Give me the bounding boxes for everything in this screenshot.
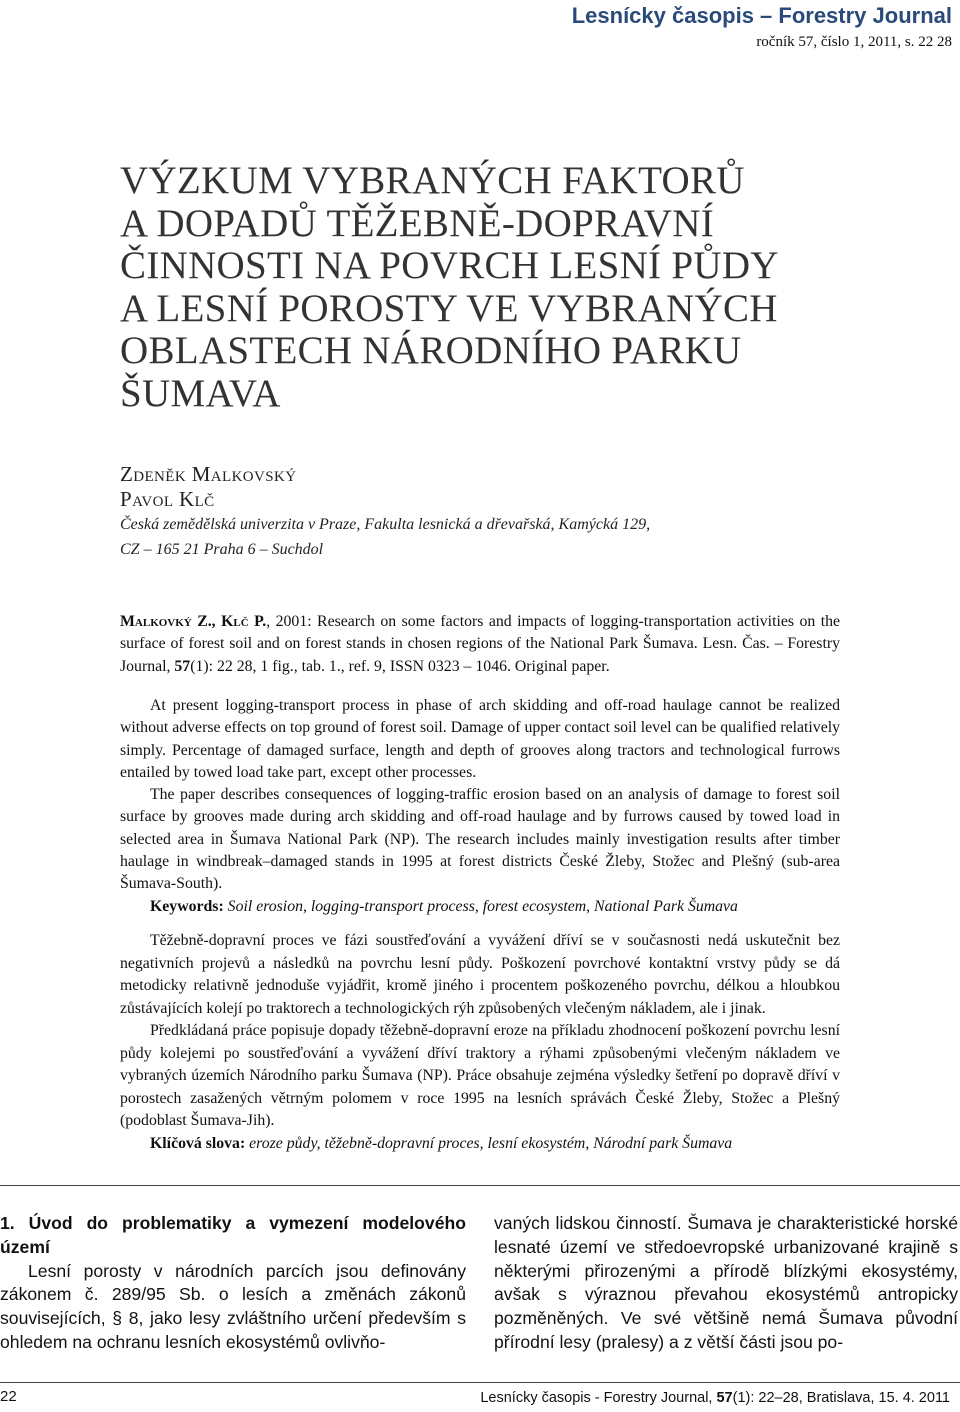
title-line: A LESNÍ POROSTY VE VYBRANÝCH — [120, 286, 778, 330]
footer-pages: (1): 22–28, Bratislava, 15. 4. 2011 — [732, 1390, 950, 1406]
footer-journal: Lesnícky časopis - Forestry Journal, — [480, 1390, 717, 1406]
keywords-line — [120, 896, 840, 918]
citation-volume: 57 — [174, 657, 191, 675]
citation-text: , 2001: Research on some factors and impacts of logging-transportation activities on the surface of forest soil and on forest stands in chosen regions of the National Park Šumava. Lesn. Čas. – Forestry Journal, — [120, 613, 840, 675]
citation-authors: Malkovký Z., Klč P. — [120, 613, 267, 630]
abstract-paragraph: At present logging-transport process in phase of arch skidding and off-road haulage cannot be realized without adverse effects on top ground of forest soil. Damage of upper contact soil level can be qualified relatively simply. Percentage of damaged surface, length and depth of grooves along tractors and technological furrows entailed by towed load take part, except other processes. — [120, 697, 840, 781]
body-paragraph: Lesní porosty v národních parcích jsou definovány zákonem č. 289/95 Sb. o lesích a změnách zákonů souvisejících, § 8, jako lesy zvláštního určení především s ohledem na ochranu lesních ekosystémů ovlivňo- — [0, 1260, 466, 1352]
footer-volume: 57 — [716, 1390, 733, 1406]
keywords-label: Keywords: — [150, 897, 224, 915]
abstract-paragraph: The paper describes consequences of logging-traffic erosion based on an analysis of damage to forest soil surface by grooves made during arch skidding and off-road haulage and by furrows caused by towed load in selected area in Šumava National Park (NP). The research includes mainly investigation results after timber haulage in windbreak–damaged stands in 1995 at forest districts České Žleby, Stožec and Plešný (sub-area Šumava-South). — [120, 786, 840, 893]
abstract-czech — [120, 930, 840, 1155]
body-paragraph: vaných lidskou činností. Šumava je charakteristické horské lesnaté území ve středoevropské urbanizované krajině s některými přirozenými a přírodě blízkými ekosystémy, avšak s výraznou převahou ekosystémů antropicky pozměněných. Ve své většině nemá Šumava původní přírodní lesy (pralesy) a z větší části jsou po- — [494, 1213, 958, 1352]
affiliation: Česká zemědělská univerzita v Praze, Fakulta lesnická a dřevařská, Kamýcká 129, — [120, 516, 651, 533]
title-line: A DOPADŮ TĚŽEBNĚ-DOPRAVNÍ — [120, 201, 715, 245]
title-line: VÝZKUM VYBRANÝCH FAKTORŮ — [120, 159, 745, 202]
journal-issue: ročník 57, číslo 1, 2011, s. 22 28 — [756, 34, 952, 50]
divider — [0, 1382, 960, 1383]
title-line: ČINNOSTI NA POVRCH LESNÍ PŮDY — [120, 244, 779, 288]
keywords-text: Soil erosion, logging-transport process, forest ecosystem, National Park Šumava — [223, 897, 738, 915]
keywords-line — [120, 1133, 840, 1156]
abstract-paragraph: Předkládaná práce popisuje dopady těžebně-dopravní eroze na příkladu zhodnocení poškození povrchu lesní půdy kolejemi po soustřeďování a vyvážení dříví traktory a rýhami způsobenými vlečeným nákladem ve vybraných územích Národního parku Šumava (NP). Práce obsahuje zejména výsledky šetření po dopravě dříví v porostech zasažených větrným polomem v roce 1995 na lesních správách České Žleby, Stožec a Plešný (podoblast Šumava-Jih). — [120, 1022, 840, 1129]
author-block — [120, 462, 860, 562]
footer-citation — [480, 1390, 950, 1406]
abstract-paragraph: Těžebně-dopravní proces ve fázi soustřeďování a vyvážení dříví se v současnosti nedá uskutečnit bez negativních projevů a následků na povrchu lesní půdy. Poškození povrchové kontaktní vrstvy půdy se dá metodicky relativně jednoduše vyjádřit, kromě jiného i procentem poškozeného povrchu, délkou a hloubkou zůstávajících kolejí po traktorech a technologických rýh způsobených vlečeným nákladem, ale i jinak. — [120, 932, 840, 1017]
title-line: ŠUMAVA — [120, 371, 281, 415]
affiliation: CZ – 165 21 Praha 6 – Suchdol — [120, 541, 324, 558]
keywords-text: eroze půdy, těžebně-dopravní proces, lesní ekosystém, Národní park Šumava — [245, 1134, 733, 1152]
keywords-label: Klíčová slova: — [150, 1134, 246, 1152]
column-right — [494, 1212, 958, 1355]
author-name: Zdeněk Malkovský — [120, 462, 297, 486]
citation — [120, 611, 840, 678]
citation-text: (1): 22 28, 1 fig., tab. 1., ref. 9, ISSN 0323 – 1046. Original paper. — [190, 657, 610, 675]
title-line: OBLASTECH NÁRODNÍHO PARKU — [120, 329, 742, 373]
page-number: 22 — [0, 1388, 17, 1405]
abstract-english — [120, 695, 840, 918]
column-left — [0, 1212, 466, 1355]
journal-name: Lesnícky časopis – Forestry Journal — [571, 3, 952, 28]
divider — [0, 1185, 960, 1186]
author-name: Pavol Klč — [120, 487, 215, 511]
journal-header — [572, 0, 952, 51]
section-heading: 1. Úvod do problematiky a vymezení modelového území — [0, 1213, 466, 1257]
paper-title — [120, 160, 880, 416]
